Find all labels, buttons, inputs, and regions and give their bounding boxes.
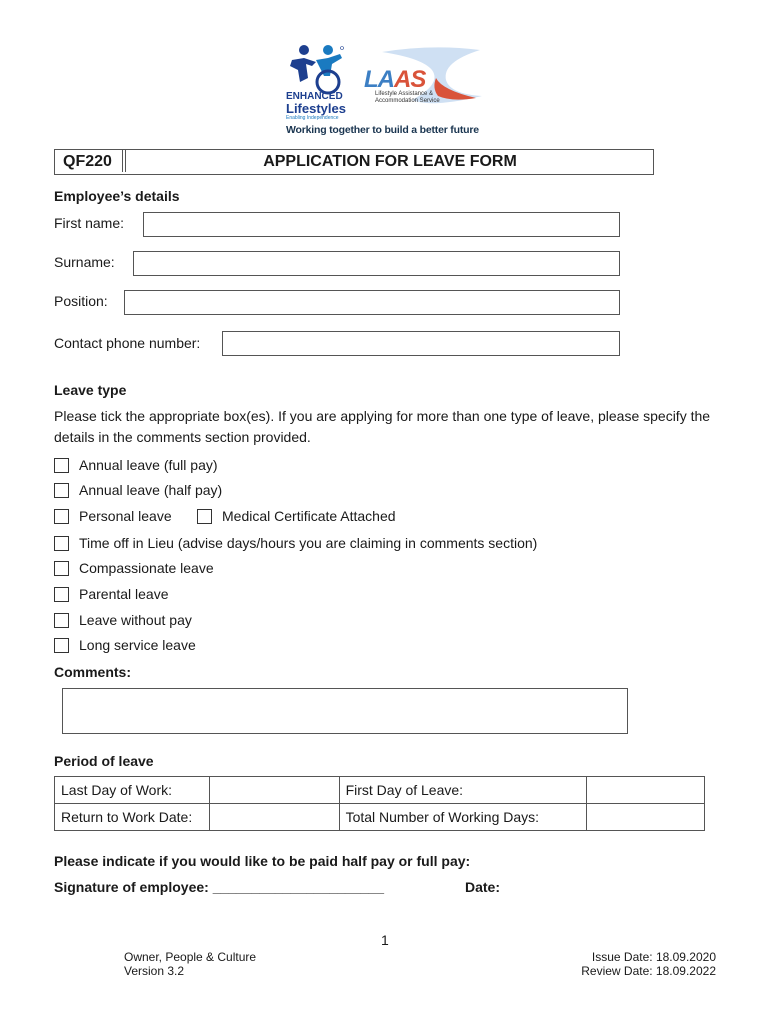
laas-la-text: LA (364, 66, 394, 93)
checkbox[interactable] (54, 613, 69, 628)
medical-certificate-label: Medical Certificate Attached (222, 508, 396, 524)
footer-left (124, 950, 256, 978)
leave-option-toil[interactable] (54, 534, 537, 552)
first-day-of-leave-field[interactable] (587, 777, 705, 804)
return-to-work-field[interactable] (209, 804, 339, 831)
checkbox[interactable] (54, 458, 69, 473)
logo-tagline: Working together to build a better future (286, 124, 479, 136)
leave-option-personal[interactable] (54, 507, 172, 525)
employee-details-heading: Employee’s details (54, 188, 180, 204)
leave-type-instructions: Please tick the appropriate box(es). If you are applying for more than one type of leave, please specify the details in the comments section provided. (54, 408, 711, 445)
comments-heading: Comments: (54, 664, 132, 680)
checkbox[interactable] (54, 483, 69, 498)
pay-question: Please indicate if you would like to be paid half pay or full pay: (54, 853, 471, 869)
contact-phone-label: Contact phone number: (54, 335, 201, 351)
form-title: APPLICATION FOR LEAVE FORM (263, 153, 517, 170)
comments-field[interactable] (62, 688, 628, 734)
total-working-days-field[interactable] (587, 804, 705, 831)
page-number: 1 (381, 932, 389, 948)
checkbox[interactable] (54, 638, 69, 653)
leave-option-label: Annual leave (full pay) (79, 457, 218, 473)
first-name-label: First name: (54, 215, 125, 231)
position-label: Position: (54, 293, 108, 309)
checkbox[interactable] (54, 536, 69, 551)
leave-option-long-service[interactable] (54, 636, 196, 654)
checkbox[interactable] (54, 561, 69, 576)
total-working-days-label: Total Number of Working Days: (339, 804, 587, 831)
period-of-leave-table (54, 776, 705, 831)
table-row (55, 804, 705, 831)
table-row (55, 777, 705, 804)
period-of-leave-heading: Period of leave (54, 753, 154, 769)
leave-option-label: Time off in Lieu (advise days/hours you are claiming in comments section) (79, 535, 538, 551)
footer-review-date: Review Date: 18.09.2022 (581, 964, 716, 978)
leave-option-compassionate[interactable] (54, 559, 214, 577)
footer-version: Version 3.2 (124, 964, 185, 978)
first-day-of-leave-label: First Day of Leave: (339, 777, 587, 804)
leave-option-label: Leave without pay (79, 612, 192, 628)
logo-enabling-text: Enabling Independence (286, 115, 339, 121)
date-label: Date: (465, 879, 501, 895)
laas-as-text: AS (394, 66, 426, 93)
leave-option-annual-full[interactable] (54, 456, 218, 474)
laas-wordmark (364, 66, 425, 94)
company-logo (284, 42, 484, 138)
logo-enhanced-text: ENHANCED (286, 91, 343, 102)
leave-option-annual-half[interactable] (54, 481, 222, 499)
first-name-field[interactable] (143, 212, 620, 237)
leave-option-label: Annual leave (half pay) (79, 482, 223, 498)
contact-phone-field[interactable] (222, 331, 620, 356)
footer-issue-date: Issue Date: 18.09.2020 (591, 950, 716, 964)
surname-label: Surname: (54, 254, 115, 270)
footer-owner: Owner, People & Culture (124, 950, 257, 964)
leave-option-parental[interactable] (54, 585, 169, 603)
leave-option-label: Long service leave (79, 637, 196, 653)
last-day-of-work-label: Last Day of Work: (55, 777, 210, 804)
medical-certificate-option[interactable] (197, 507, 396, 525)
surname-field[interactable] (133, 251, 620, 276)
form-code: QF220 (55, 150, 123, 172)
return-to-work-label: Return to Work Date: (55, 804, 210, 831)
enhanced-lifestyles-wordmark (286, 92, 346, 121)
position-field[interactable] (124, 290, 620, 315)
laas-subtitle-line-2: Accommodation Service (375, 98, 440, 104)
laas-subtitle-line-1: Lifestyle Assistance & (375, 91, 434, 97)
logo-lifestyles-text: Lifestyles (286, 101, 346, 116)
leave-option-label: Parental leave (79, 586, 169, 602)
footer-right (581, 950, 716, 978)
checkbox[interactable] (197, 509, 212, 524)
signature-line[interactable]: Signature of employee: ______________________ (54, 879, 384, 895)
leave-option-label: Personal leave (79, 508, 172, 524)
leave-option-without-pay[interactable] (54, 611, 192, 629)
checkbox[interactable] (54, 509, 69, 524)
last-day-of-work-field[interactable] (209, 777, 339, 804)
form-title-bar (54, 149, 654, 175)
checkbox[interactable] (54, 587, 69, 602)
leave-type-heading: Leave type (54, 382, 127, 398)
leave-option-label: Compassionate leave (79, 560, 214, 576)
laas-subtitle (375, 91, 440, 105)
